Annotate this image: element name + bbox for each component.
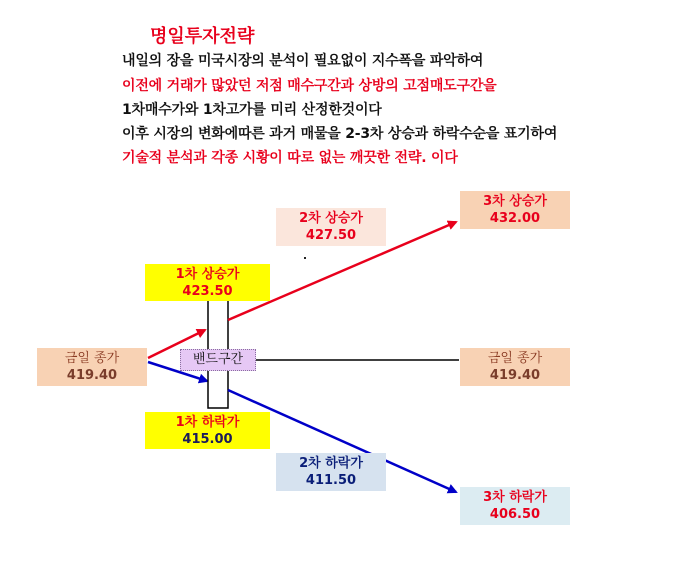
down3-label: 3차 하락가: [483, 490, 547, 505]
up3-box: [460, 191, 570, 229]
up1-value: 423.50: [182, 284, 233, 299]
description-line-1: 내일의 장을 미국시장의 분석이 필요없이 지수폭을 파악하여: [122, 53, 484, 69]
down1-box: [145, 412, 270, 449]
band-label: 밴드구간: [180, 349, 256, 371]
up1-box: [145, 264, 270, 301]
down2-box: [276, 453, 386, 491]
down1-value: 415.00: [182, 432, 233, 447]
up2-label: 2차 상승가: [299, 211, 363, 226]
description-line-5: 기술적 분석과 각종 시황이 따로 없는 깨끗한 전략. 이다: [122, 150, 458, 166]
up2-box: [276, 208, 386, 246]
close-left-box: [37, 348, 147, 386]
up1-label: 1차 상승가: [175, 267, 240, 282]
stray-dot: [304, 257, 306, 259]
down3-box: [460, 487, 570, 525]
close-right-label: 금일 종가: [487, 351, 543, 366]
down2-value: 411.50: [305, 473, 357, 488]
close-right-box: [460, 348, 570, 386]
up3-label: 3차 상승가: [483, 194, 547, 209]
up2-value: 427.50: [305, 228, 357, 243]
close-right-value: 419.40: [489, 368, 541, 383]
description-line-4: 이후 시장의 변화에따른 과거 매물을 2-3차 상승과 하락수순을 표기하여: [122, 126, 558, 142]
close-left-value: 419.40: [66, 368, 118, 383]
down2-label: 2차 하락가: [299, 456, 363, 471]
down3-value: 406.50: [489, 507, 541, 522]
close-left-label: 금일 종가: [64, 351, 120, 366]
down1-label: 1차 하락가: [175, 415, 240, 430]
description-line-3: 1차매수가와 1차고가를 미리 산정한것이다: [122, 102, 382, 118]
page-title: 명일투자전략: [150, 26, 255, 47]
up3-value: 432.00: [489, 211, 541, 226]
description-line-2: 이전에 거래가 많았던 저점 매수구간과 상방의 고점매도구간을: [122, 78, 497, 94]
